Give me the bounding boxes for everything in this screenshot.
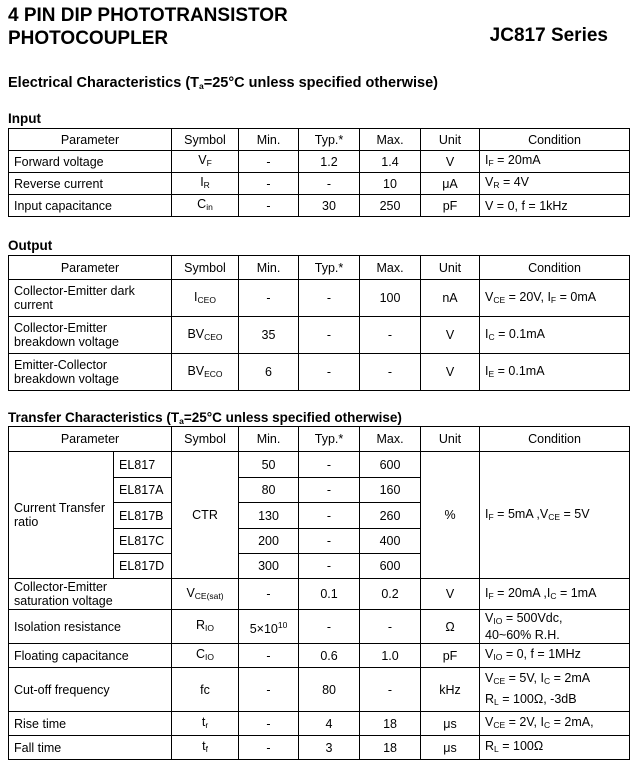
col-parameter: Parameter [9, 129, 172, 151]
document-title [8, 4, 288, 50]
output-header-row: Parameter Symbol Min. Typ.* Max. Unit Condition [9, 256, 630, 280]
input-header-row [9, 129, 630, 151]
input-section-label: Input [8, 111, 41, 126]
table-row: Rise time $t_r$ - 4 18 μs $V_{CE} = 2V$, $I_C = 2mA$, [9, 712, 630, 736]
col-min: Min. [239, 129, 299, 151]
table-row: EL817B 130 - 260 [9, 503, 630, 529]
series-label: JC817 Series [489, 25, 608, 46]
transfer-table [8, 426, 630, 760]
table-row: Input capacitance $C_{in}$ - 30 250 pF V = 0, f = 1kHz [9, 195, 630, 217]
table-row: EL817A 80 - 160 [9, 478, 630, 503]
table-row: Collector-Emitter dark current $I_{CEO}$ - - 100 nA $V_{CE} = 20V$, $I_F = 0mA$ [9, 280, 630, 317]
table-row: Collector-Emitter breakdown voltage $BV_{CEO}$ 35 - - V $I_C = 0.1mA$ [9, 317, 630, 354]
table-row: Isolation resistance $R_{IO}$ $5\times 10^{10}$ - - Ω $V_{IO} = 500Vdc$, 40~60% R.H. [9, 610, 630, 644]
output-table [8, 255, 630, 391]
table-row: Cut-off frequency fc - 80 - kHz $V_{CE} = 5V$, $I_C = 2mA$ $R_L = 100\Omega$, -3dB [9, 668, 630, 712]
transfer-header-row: Parameter Symbol Min. Typ.* Max. Unit Condition [9, 427, 630, 452]
table-row: Collector-Emitter saturation voltage $V_{CE(sat)}$ - 0.1 0.2 V $I_F = 20mA$ $,I_C = 1mA$ [9, 579, 630, 610]
table-row: Reverse current $I_R$ - - 10 μA $V_R = 4V$ [9, 173, 630, 195]
input-table [8, 128, 630, 217]
table-row: EL817D 300 - 600 [9, 554, 630, 579]
col-typ: Typ.* [299, 129, 360, 151]
title-line-1: 4 PIN DIP PHOTOTRANSISTOR [8, 5, 288, 26]
transfer-characteristics-heading: Transfer Characteristics ($T_a=25^\circ C$ unless specified otherwise) [8, 410, 402, 426]
table-row: Emitter-Collector breakdown voltage $BV_{ECO}$ 6 - - V $I_E = 0.1mA$ [9, 354, 630, 391]
col-condition: Condition [480, 129, 630, 151]
electrical-characteristics-heading: Electrical Characteristics ($T_a=25^\circ C$ unless specified otherwise) [8, 75, 439, 91]
table-row: Forward voltage $V_F$ - 1.2 1.4 V $I_F = 20mA$ [9, 151, 630, 173]
table-row: EL817C 200 - 400 [9, 529, 630, 554]
title-line-2: PHOTOCOUPLER [8, 28, 169, 49]
col-symbol: Symbol [172, 129, 239, 151]
table-row: Current Transfer ratio EL817 CTR 50 - 600 % $I_F = 5mA$ $,V_{CE} = 5V$ [9, 452, 630, 478]
table-row: Fall time $t_f$ - 3 18 μs $R_L = 100\Omega$ [9, 736, 630, 760]
table-row: Floating capacitance $C_{IO}$ - 0.6 1.0 pF $V_{IO} = 0$, f = 1MHz [9, 644, 630, 668]
col-unit: Unit [421, 129, 480, 151]
col-max: Max. [360, 129, 421, 151]
output-section-label: Output [8, 238, 53, 253]
